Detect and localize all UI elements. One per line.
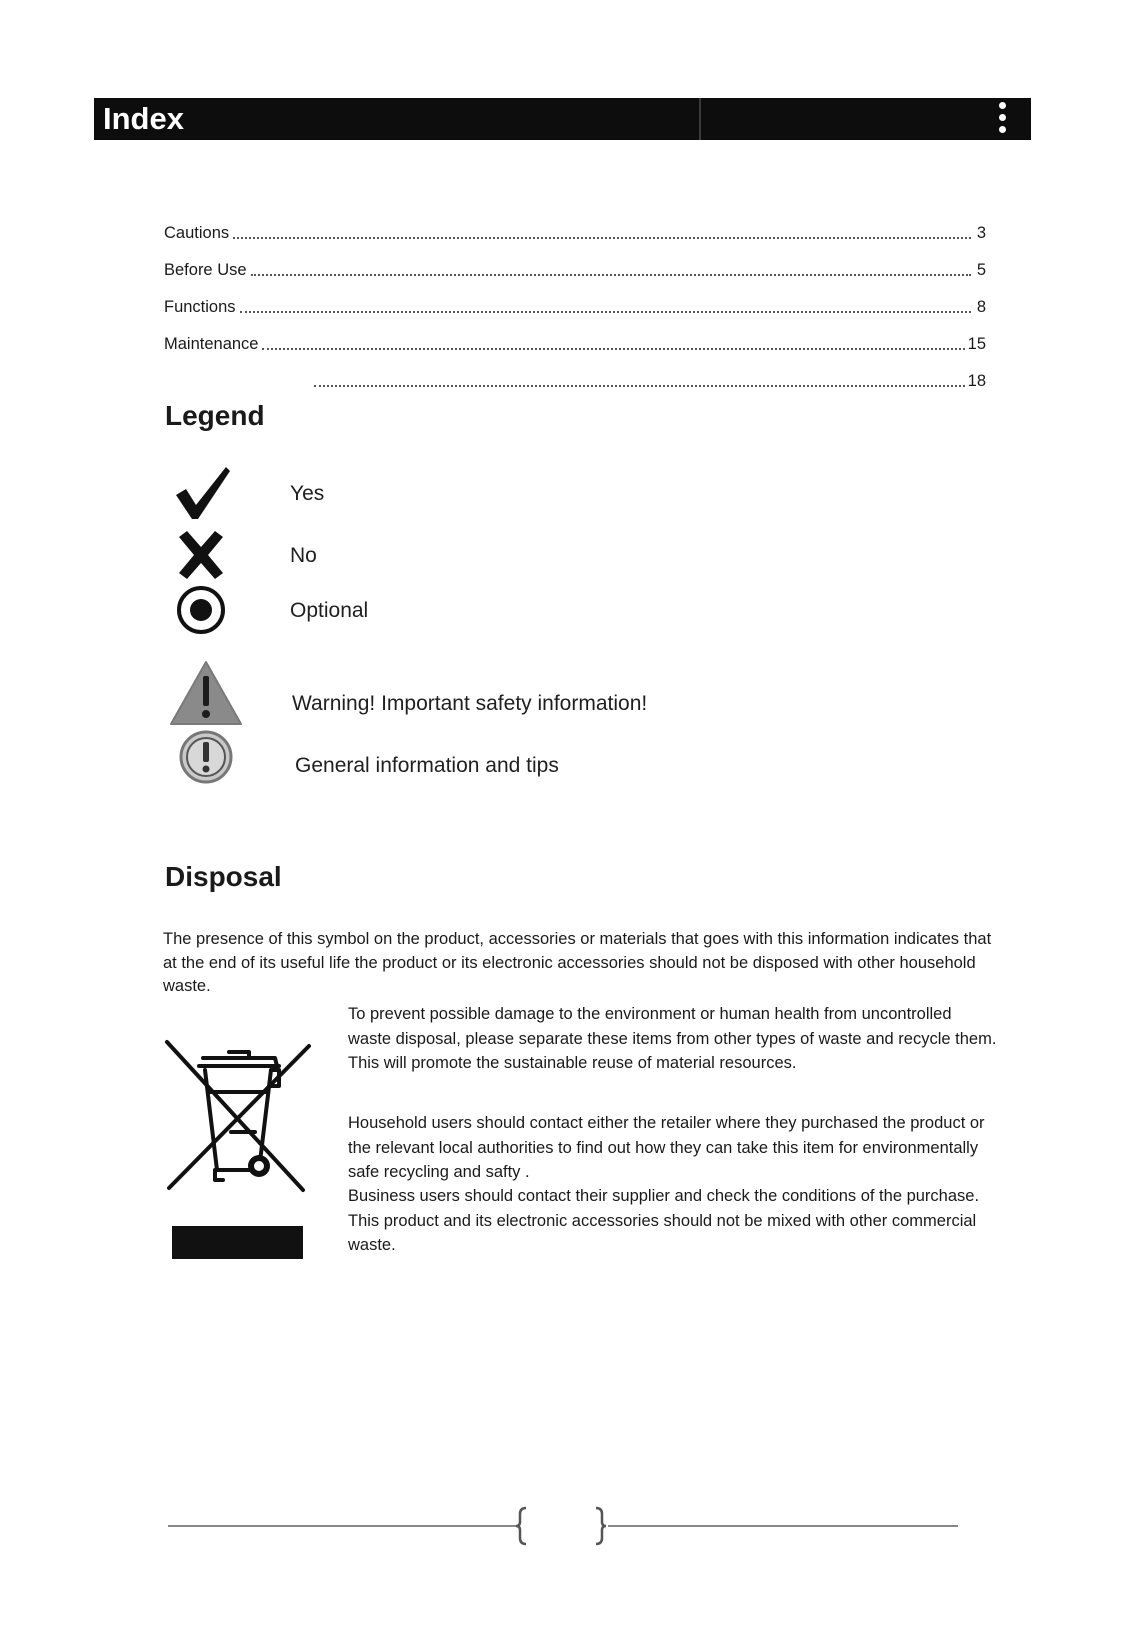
toc-page-number: 5 <box>976 261 986 279</box>
toc-page-number: 3 <box>976 224 986 242</box>
info-circle-icon <box>178 729 234 785</box>
header-seam <box>699 98 701 140</box>
footer-page-marker <box>168 1500 958 1550</box>
disposal-intro-text: The presence of this symbol on the product, accessories or materials that goes with this information indicates that at the end of its useful life the product or its electronic accessories should not be disposed with other household waste. <box>163 930 992 995</box>
toc-page-number: 8 <box>976 298 986 316</box>
toc-leader-dots <box>251 273 971 276</box>
toc-label: Before Use <box>164 261 247 279</box>
toc-leader-dots <box>240 310 971 313</box>
table-of-contents <box>164 206 986 391</box>
toc-label: Functions <box>164 298 236 316</box>
disposal-paragraph-household: Household users should contact either the retailer where they purchased the product or the relevant local authorities to find out how they can take this item for environmentally safe recycling and safty . <box>348 1114 985 1181</box>
toc-label: Maintenance <box>164 335 259 353</box>
index-header-bar <box>94 98 1031 140</box>
toc-entry-cautions[interactable] <box>164 206 986 243</box>
toc-page-number: 15 <box>967 335 986 353</box>
check-icon <box>172 465 234 521</box>
toc-entry-unlabeled[interactable] <box>164 354 986 391</box>
legend-label-yes: Yes <box>290 482 325 505</box>
toc-entry-functions[interactable] <box>164 280 986 317</box>
toc-label: Cautions <box>164 224 230 242</box>
weee-black-bar <box>172 1226 303 1259</box>
vertical-dots-icon <box>999 102 1007 138</box>
radio-dot-icon <box>175 584 227 636</box>
legend-label-warning: Warning! Important safety information! <box>292 692 648 715</box>
toc-entry-maintenance[interactable] <box>164 317 986 354</box>
disposal-paragraph-prevent: To prevent possible damage to the environment or human health from uncontrolled waste disposal, please separate these items from other types of waste and recycle them. This will promote the sustainable reuse of material resources. <box>348 1005 997 1072</box>
warning-triangle-icon <box>169 660 243 726</box>
disposal-heading: Disposal <box>165 861 282 892</box>
cross-icon <box>175 531 227 579</box>
page-title: Index <box>103 101 184 136</box>
disposal-paragraph-business: Business users should contact their supplier and check the conditions of the purchase. This product and its electronic accessories should not be mixed with other commercial waste. <box>348 1187 980 1254</box>
legend-label-no: No <box>290 544 317 567</box>
toc-leader-dots <box>262 347 964 350</box>
toc-entry-before-use[interactable] <box>164 243 986 280</box>
crossed-out-wheelie-bin-icon <box>163 1036 313 1196</box>
toc-leader-dots <box>233 236 971 239</box>
toc-leader-dots <box>314 384 965 387</box>
legend-label-info: General information and tips <box>295 754 559 777</box>
legend-label-optional: Optional <box>290 599 369 622</box>
toc-page-number: 18 <box>967 372 986 390</box>
legend-heading: Legend <box>165 400 265 431</box>
